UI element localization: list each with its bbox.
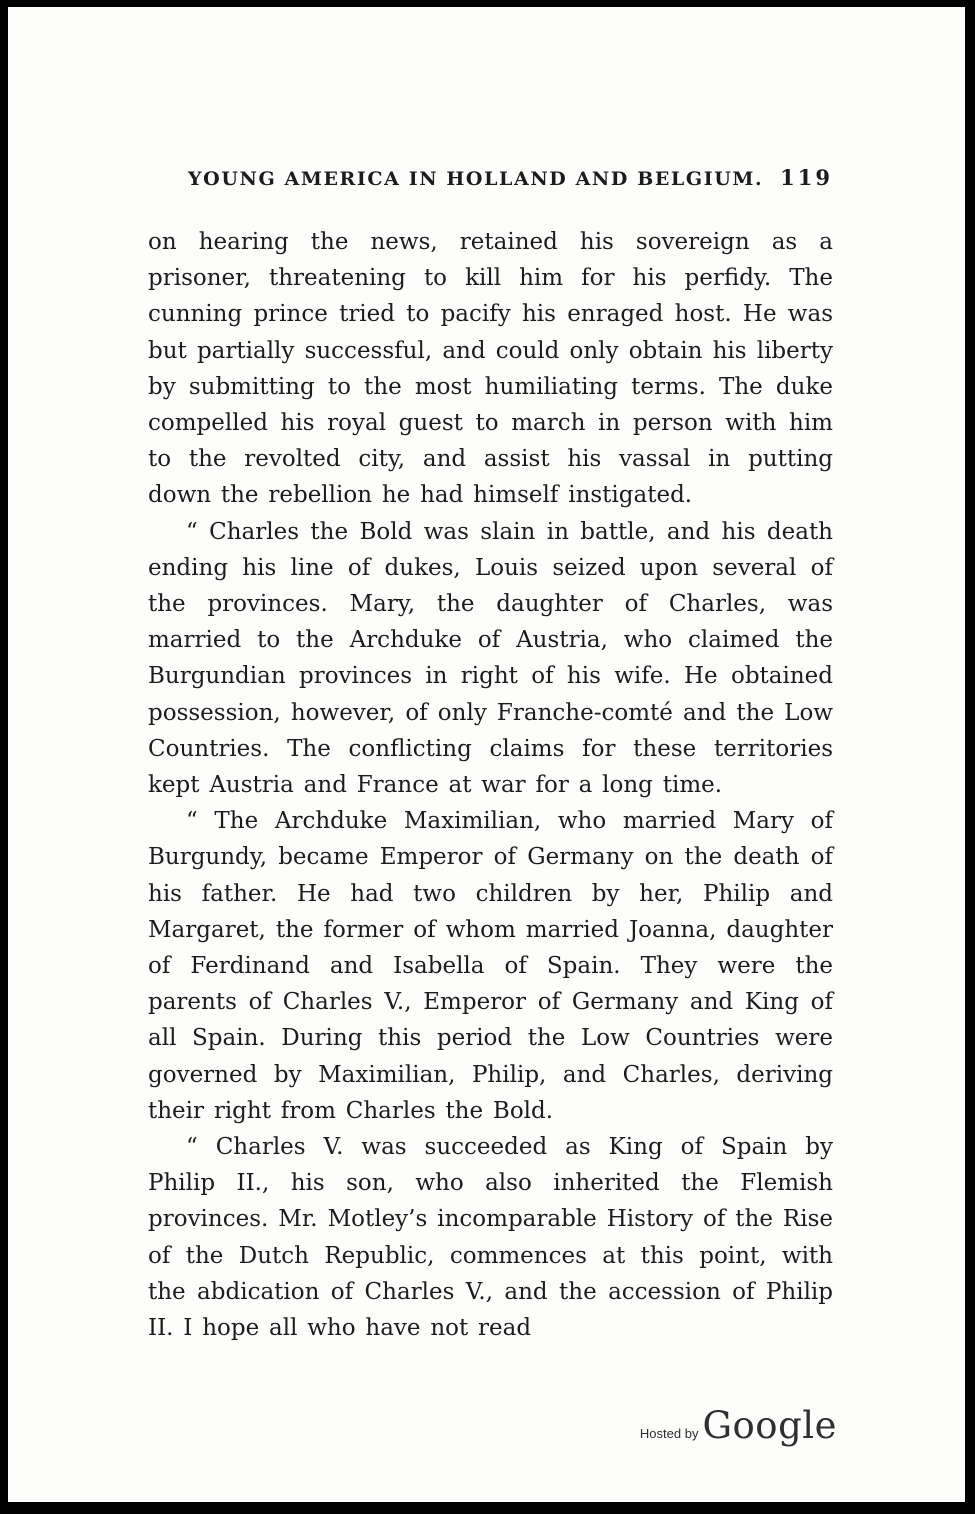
page-header (148, 165, 833, 190)
paragraph: on hearing the news, retained his sovereign as a prisoner, threatening to kill him for his perfidy. The cunning prince tried to pacify his enraged host. He was but partially successful, and could only obtain his liberty by submitting to the most humiliating terms. The duke compelled his royal guest to march in person with him to the revolted city, and assist his vassal in putting down the rebellion he had himself instigated. (148, 229, 833, 509)
paragraph: “ Charles the Bold was slain in battle, and his death ending his line of dukes, Louis seized upon several of the provinces. Mary, the daughter of Charles, was married to the Archduke of Austria, who claimed the Burgundian provinces in right of his wife. He obtained possession, however, of only Franche-comté and the Low Countries. The conflicting claims for these territories kept Austria and France at war for a long time. (148, 518, 833, 799)
paragraph: “ The Archduke Maximilian, who married Mary of Burgundy, became Emperor of Germany on the death of his father. He had two children by her, Philip and Margaret, the former of whom married Joanna, daughter of Ferdinand and Isabella of Spain. They were the parents of Charles V., Emperor of Germany and King of all Spain. During this period the Low Countries were governed by Maximilian, Philip, and Charles, deriving their right from Charles the Bold. (148, 808, 833, 1124)
paragraph: “ Charles V. was succeeded as King of Spain by Philip II., his son, who also inherited the Flemish provinces. Mr. Motley’s incomparable History of the Rise of the Dutch Republic, commences at this point, with the abdication of Charles V., and the accession of Philip II. I hope all who have not read (148, 1134, 833, 1342)
book-page (8, 7, 965, 1502)
running-title: YOUNG AMERICA IN HOLLAND AND BELGIUM. (188, 168, 764, 190)
google-logo: Google (702, 1404, 837, 1447)
page-footer (639, 1404, 837, 1447)
page-number: 119 (780, 165, 833, 190)
hosted-by-label: Hosted by (639, 1426, 699, 1441)
page-body (148, 224, 833, 1346)
